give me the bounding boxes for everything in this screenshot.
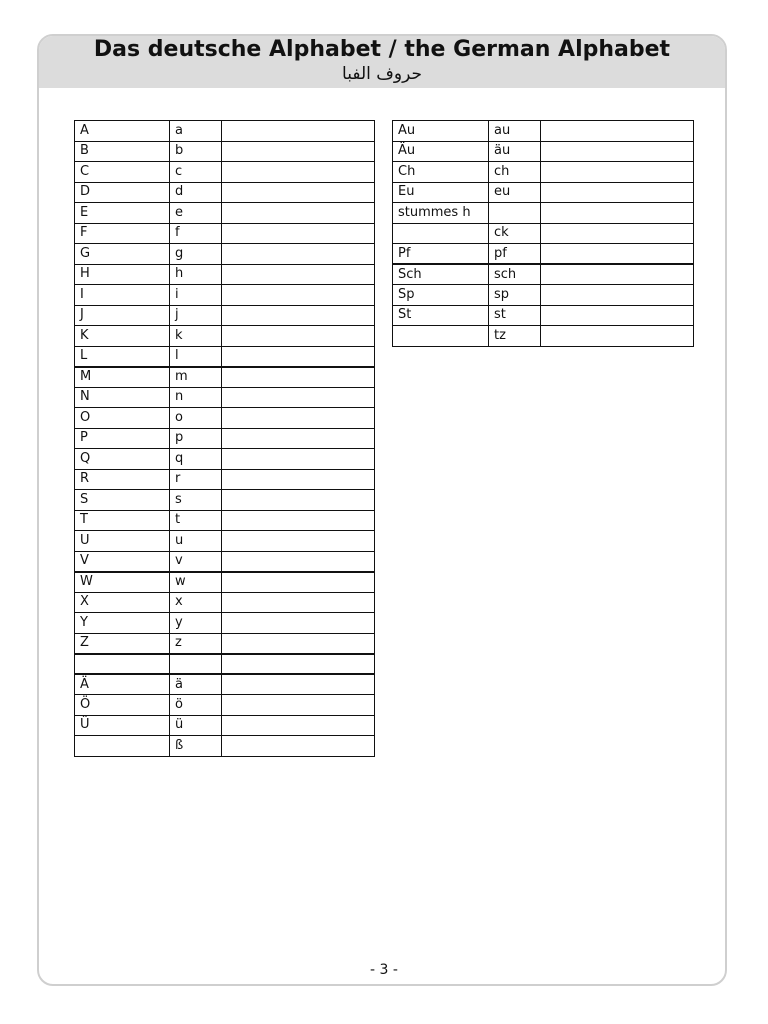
- uppercase-cell: T: [75, 510, 170, 531]
- note-cell: [222, 510, 375, 531]
- lowercase-cell: ö: [170, 695, 222, 716]
- lowercase-cell: e: [170, 203, 222, 224]
- lowercase-cell: tz: [489, 326, 541, 347]
- note-cell: [222, 121, 375, 142]
- note-cell: [222, 715, 375, 736]
- note-cell: [541, 264, 694, 285]
- lowercase-cell: äu: [489, 141, 541, 162]
- lowercase-cell: b: [170, 141, 222, 162]
- uppercase-cell: Sp: [393, 285, 489, 306]
- table-row: [75, 592, 375, 613]
- uppercase-cell: V: [75, 551, 170, 572]
- uppercase-cell: J: [75, 305, 170, 326]
- note-cell: [541, 285, 694, 306]
- note-cell: [222, 346, 375, 367]
- lowercase-cell: z: [170, 633, 222, 654]
- lowercase-cell: t: [170, 510, 222, 531]
- table-row: [75, 572, 375, 593]
- note-cell: [222, 285, 375, 306]
- uppercase-cell: [75, 736, 170, 757]
- table-row: [393, 121, 694, 142]
- note-cell: [541, 223, 694, 244]
- table-row: [75, 633, 375, 654]
- uppercase-cell: Eu: [393, 182, 489, 203]
- lowercase-cell: s: [170, 490, 222, 511]
- table-row: [393, 182, 694, 203]
- lowercase-cell: v: [170, 551, 222, 572]
- lowercase-cell: r: [170, 469, 222, 490]
- note-cell: [222, 162, 375, 183]
- uppercase-cell: Q: [75, 449, 170, 470]
- uppercase-cell: Sch: [393, 264, 489, 285]
- uppercase-cell: Ö: [75, 695, 170, 716]
- lowercase-cell: h: [170, 264, 222, 285]
- table-row: [75, 736, 375, 757]
- table-row: [75, 326, 375, 347]
- uppercase-cell: R: [75, 469, 170, 490]
- note-cell: [222, 654, 375, 675]
- table-row: [75, 428, 375, 449]
- table-row: [75, 244, 375, 265]
- note-cell: [222, 305, 375, 326]
- table-row: [75, 285, 375, 306]
- note-cell: [222, 469, 375, 490]
- uppercase-cell: F: [75, 223, 170, 244]
- note-cell: [222, 367, 375, 388]
- lowercase-cell: sp: [489, 285, 541, 306]
- note-cell: [541, 244, 694, 265]
- table-row: [75, 264, 375, 285]
- uppercase-cell: Ä: [75, 674, 170, 695]
- lowercase-cell: u: [170, 531, 222, 552]
- note-cell: [222, 695, 375, 716]
- lowercase-cell: ü: [170, 715, 222, 736]
- note-cell: [222, 736, 375, 757]
- note-cell: [222, 613, 375, 634]
- note-cell: [541, 182, 694, 203]
- note-cell: [222, 490, 375, 511]
- lowercase-cell: y: [170, 613, 222, 634]
- lowercase-cell: ch: [489, 162, 541, 183]
- note-cell: [222, 428, 375, 449]
- page-number: - 3 -: [370, 962, 398, 978]
- note-cell: [222, 326, 375, 347]
- table-row: [75, 121, 375, 142]
- uppercase-cell: [393, 223, 489, 244]
- lowercase-cell: f: [170, 223, 222, 244]
- note-cell: [541, 203, 694, 224]
- table-row: [75, 613, 375, 634]
- uppercase-cell: Pf: [393, 244, 489, 265]
- page-title: Das deutsche Alphabet / the German Alphabet: [93, 37, 671, 62]
- note-cell: [222, 572, 375, 593]
- note-cell: [541, 305, 694, 326]
- lowercase-cell: k: [170, 326, 222, 347]
- uppercase-cell: Z: [75, 633, 170, 654]
- uppercase-cell: Ü: [75, 715, 170, 736]
- table-row: [75, 490, 375, 511]
- table-row: [393, 285, 694, 306]
- note-cell: [222, 264, 375, 285]
- lowercase-cell: a: [170, 121, 222, 142]
- table-row: [75, 469, 375, 490]
- table-row: [75, 182, 375, 203]
- uppercase-cell: I: [75, 285, 170, 306]
- lowercase-cell: st: [489, 305, 541, 326]
- uppercase-cell: O: [75, 408, 170, 429]
- table-row: [75, 387, 375, 408]
- table-row: [393, 326, 694, 347]
- uppercase-cell: L: [75, 346, 170, 367]
- table-row: [75, 449, 375, 470]
- table-row: [75, 510, 375, 531]
- table-row: [393, 162, 694, 183]
- lowercase-cell: ä: [170, 674, 222, 695]
- uppercase-cell: K: [75, 326, 170, 347]
- uppercase-cell: B: [75, 141, 170, 162]
- table-row: [393, 223, 694, 244]
- uppercase-cell: X: [75, 592, 170, 613]
- uppercase-cell: P: [75, 428, 170, 449]
- uppercase-cell: Au: [393, 121, 489, 142]
- note-cell: [541, 162, 694, 183]
- note-cell: [222, 387, 375, 408]
- table-row: [75, 305, 375, 326]
- uppercase-cell: Y: [75, 613, 170, 634]
- note-cell: [222, 223, 375, 244]
- uppercase-cell: M: [75, 367, 170, 388]
- table-row: [393, 264, 694, 285]
- table-row: [75, 695, 375, 716]
- lowercase-cell: ck: [489, 223, 541, 244]
- page-header: [39, 36, 725, 88]
- uppercase-cell: C: [75, 162, 170, 183]
- note-cell: [222, 449, 375, 470]
- note-cell: [222, 182, 375, 203]
- uppercase-cell: St: [393, 305, 489, 326]
- uppercase-cell: [393, 326, 489, 347]
- uppercase-cell: Äu: [393, 141, 489, 162]
- page-subtitle: حروف الفبا: [342, 64, 422, 84]
- lowercase-cell: i: [170, 285, 222, 306]
- note-cell: [222, 592, 375, 613]
- lowercase-cell: o: [170, 408, 222, 429]
- table-row: [75, 408, 375, 429]
- uppercase-cell: E: [75, 203, 170, 224]
- lowercase-cell: w: [170, 572, 222, 593]
- note-cell: [541, 141, 694, 162]
- uppercase-cell: U: [75, 531, 170, 552]
- lowercase-cell: au: [489, 121, 541, 142]
- table-row: [393, 141, 694, 162]
- uppercase-cell: G: [75, 244, 170, 265]
- lowercase-cell: q: [170, 449, 222, 470]
- table-row: [75, 141, 375, 162]
- table-row: [75, 367, 375, 388]
- table-row: [75, 715, 375, 736]
- table-row: [75, 531, 375, 552]
- note-cell: [222, 203, 375, 224]
- note-cell: [541, 121, 694, 142]
- letter-combinations-table: [392, 120, 694, 347]
- uppercase-cell: H: [75, 264, 170, 285]
- table-row: [75, 551, 375, 572]
- uppercase-cell: [75, 654, 170, 675]
- uppercase-cell: N: [75, 387, 170, 408]
- table-row: [393, 305, 694, 326]
- uppercase-cell: D: [75, 182, 170, 203]
- lowercase-cell: ß: [170, 736, 222, 757]
- table-row: [75, 223, 375, 244]
- lowercase-cell: p: [170, 428, 222, 449]
- table-row: [393, 244, 694, 265]
- uppercase-cell: Ch: [393, 162, 489, 183]
- note-cell: [541, 326, 694, 347]
- note-cell: [222, 633, 375, 654]
- lowercase-cell: [170, 654, 222, 675]
- lowercase-cell: x: [170, 592, 222, 613]
- uppercase-cell: S: [75, 490, 170, 511]
- lowercase-cell: sch: [489, 264, 541, 285]
- note-cell: [222, 408, 375, 429]
- lowercase-cell: l: [170, 346, 222, 367]
- uppercase-cell: W: [75, 572, 170, 593]
- note-cell: [222, 551, 375, 572]
- note-cell: [222, 244, 375, 265]
- table-row: [75, 346, 375, 367]
- lowercase-cell: pf: [489, 244, 541, 265]
- lowercase-cell: n: [170, 387, 222, 408]
- lowercase-cell: [489, 203, 541, 224]
- table-row: [75, 654, 375, 675]
- table-row: [75, 203, 375, 224]
- alphabet-table: [74, 120, 375, 757]
- note-cell: [222, 531, 375, 552]
- lowercase-cell: g: [170, 244, 222, 265]
- lowercase-cell: j: [170, 305, 222, 326]
- lowercase-cell: m: [170, 367, 222, 388]
- lowercase-cell: c: [170, 162, 222, 183]
- table-row: [75, 674, 375, 695]
- table-row: [393, 203, 694, 224]
- lowercase-cell: d: [170, 182, 222, 203]
- table-row: [75, 162, 375, 183]
- note-cell: [222, 141, 375, 162]
- uppercase-cell: stummes h: [393, 203, 489, 224]
- lowercase-cell: eu: [489, 182, 541, 203]
- uppercase-cell: A: [75, 121, 170, 142]
- note-cell: [222, 674, 375, 695]
